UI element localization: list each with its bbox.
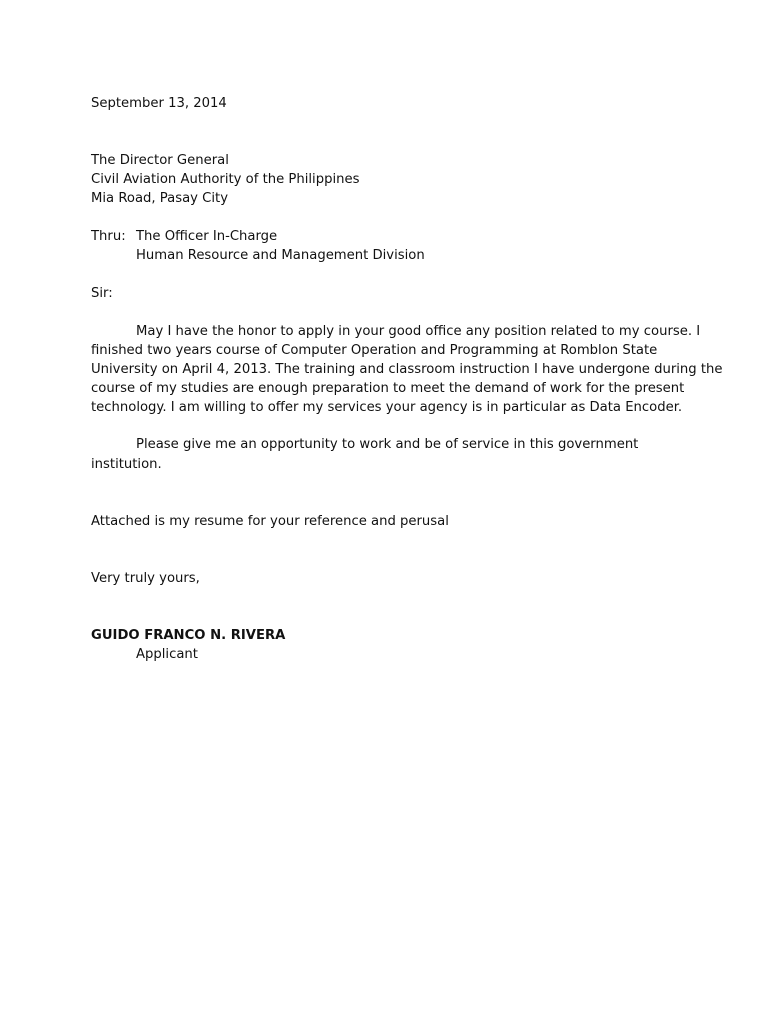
thru-block-line-1 — [91, 227, 277, 246]
thru-line-2: Human Resource and Management Division — [136, 248, 425, 263]
thru-line-1: The Officer In-Charge — [136, 229, 278, 244]
paragraph-1-line-4: course of my studies are enough preparation to meet the demand of work for the present — [91, 381, 685, 396]
recipient-line-1: The Director General — [91, 153, 229, 168]
paragraph-2-line-2: institution. — [91, 457, 162, 472]
paragraph-1-line-2: finished two years course of Computer Operation and Programming at Romblon State — [91, 343, 658, 358]
recipient-line-2: Civil Aviation Authority of the Philippines — [91, 172, 360, 187]
paragraph-1-line-3: University on April 4, 2013. The training and classroom instruction I have undergone during the — [91, 362, 723, 377]
paragraph-1-line-5: technology. I am willing to offer my services your agency is in particular as Data Encoder. — [91, 400, 683, 415]
signatory-title: Applicant — [136, 647, 198, 662]
paragraph-1-line-1: May I have the honor to apply in your good office any position related to my course. I — [136, 324, 701, 339]
thru-label: Thru: — [91, 229, 126, 244]
recipient-line-3: Mia Road, Pasay City — [91, 191, 229, 206]
salutation: Sir: — [91, 286, 113, 301]
attachment-note: Attached is my resume for your reference and perusal — [91, 514, 449, 529]
paragraph-2-line-1: Please give me an opportunity to work and be of service in this government — [136, 437, 639, 452]
closing: Very truly yours, — [91, 571, 200, 586]
signatory-name: GUIDO FRANCO N. RIVERA — [91, 628, 286, 643]
letter-date: September 13, 2014 — [91, 96, 227, 111]
